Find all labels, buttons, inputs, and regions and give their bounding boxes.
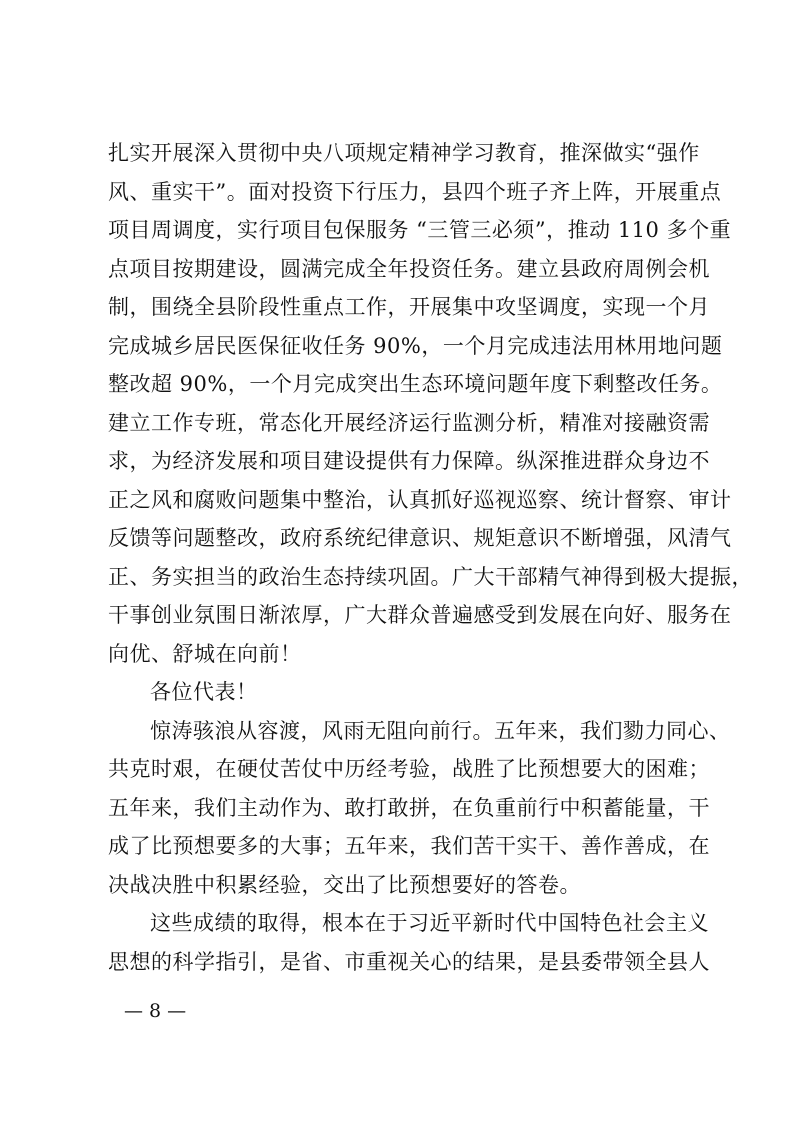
salutation-line: 各位代表！ (150, 680, 258, 704)
text-line: 这些成绩的取得，根本在于习近平新时代中国特色社会主义 (150, 911, 709, 935)
text-line: 思想的科学指引，是省、市重视关心的结果，是县委带领全县人 (108, 949, 710, 974)
text-line: 共克时艰，在硬仗苦仗中历经考验，战胜了比预想要大的困难； (108, 757, 710, 781)
text-line: 惊涛骇浪从容渡，风雨无阻向前行。五年来，我们勠力同心、 (150, 718, 731, 743)
text-line: 制，围绕全县阶段性重点工作，开展集中攻坚调度，实现一个月 (108, 295, 710, 319)
text-line: 正之风和腐败问题集中整治，认真抓好巡视巡察、统计督察、审计 (108, 487, 732, 512)
body-text (108, 134, 753, 981)
text-line: 点项目按期建设，圆满完成全年投资任务。建立县政府周例会机 (108, 256, 710, 281)
text-line: 完成城乡居民医保征收任务 90%，一个月完成违法用林用地问题 (108, 333, 723, 358)
text-line: 成了比预想要多的大事；五年来，我们苦干实干、善作善成，在 (108, 834, 710, 858)
text-line: 求，为经济发展和项目建设提供有力保障。纵深推进群众身边不 (108, 449, 710, 473)
text-line: 决战决胜中积累经验，交出了比预想要好的答卷。 (108, 872, 581, 897)
text-line: 干事创业氛围日渐浓厚，广大群众普遍感受到发展在向好、服务在 (108, 603, 732, 627)
text-line: 五年来，我们主动作为、敢打敢拼，在负重前行中积蓄能量，干 (108, 795, 710, 820)
text-line: 正、务实担当的政治生态持续巩固。广大干部精气神得到极大提振， (108, 564, 753, 589)
text-line: 建立工作专班，常态化开展经济运行监测分析，精准对接融资需 (108, 410, 710, 435)
text-line: 项目周调度，实行项目包保服务 “三管三必须”，推动 110 多个重 (108, 218, 732, 242)
text-line: 整改超 90%，一个月完成突出生态环境问题年度下剩整改任务。 (108, 372, 723, 396)
text-line: 向优、舒城在向前！ (108, 641, 302, 666)
text-line: 风、重实干”。面对投资下行压力，县四个班子齐上阵，开展重点 (108, 179, 722, 204)
text-line: 反馈等问题整改，政府系统纪律意识、规矩意识不断增强，风清气 (108, 526, 732, 550)
text-line: 扎实开展深入贯彻中央八项规定精神学习教育，推深做实“强作 (108, 141, 700, 165)
page-number: — 8 — (124, 1000, 187, 1022)
